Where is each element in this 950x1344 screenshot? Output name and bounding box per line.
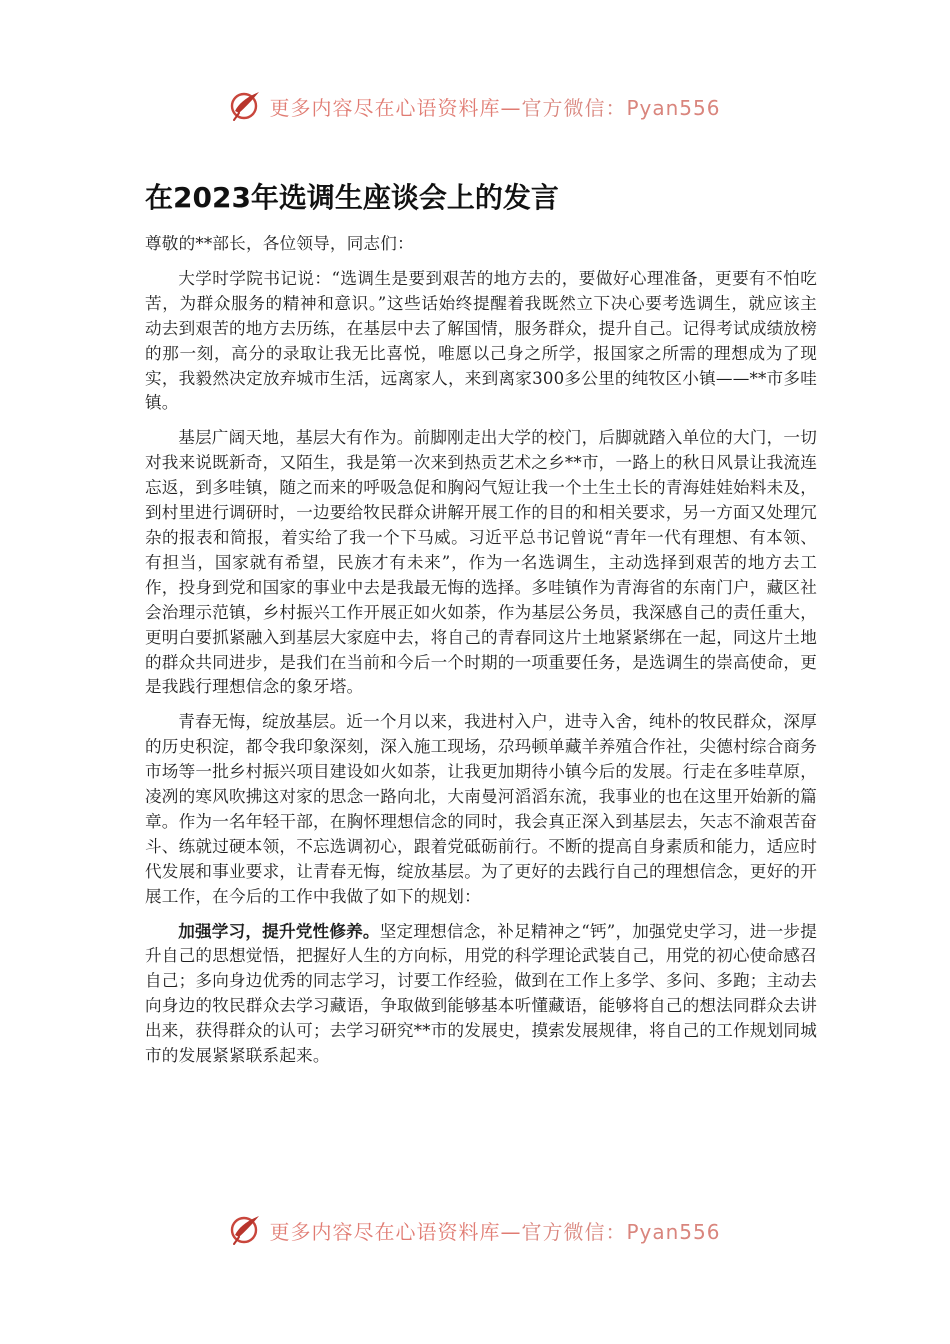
watermark-group xyxy=(229,89,720,123)
quill-logo-icon xyxy=(229,89,263,123)
paragraph-point-1 xyxy=(145,920,817,1069)
watermark-group xyxy=(229,1213,720,1247)
paragraph-2: 基层广阔天地，基层大有作为。前脚刚走出大学的校门，后脚就踏入单位的大门，一切对我来说既新奇，又陌生，我是第一次来到热贡艺术之乡**市，一路上的秋日风景让我流连忘返，到多哇镇，随之而来的呼吸急促和胸闷气短让我一个土生土长的青海娃娃始料未及，到村里进行调研时，一边要给牧民群众讲解开展工作的目的和相关要求，另一方面又处理冗杂的报表和简报，着实给了我一个下马威。习近平总书记曾说“青年一代有理想、有本领、有担当，国家就有希望，民族才有未来”，作为一名选调生，主动选择到艰苦的地方去工作，投身到党和国家的事业中去是我最无悔的选择。多哇镇作为青海省的东南门户，藏区社会治理示范镇，乡村振兴工作开展正如火如荼，作为基层公务员，我深感自己的责任重大，更明白要抓紧融入到基层大家庭中去，将自己的青春同这片土地紧紧绑在一起，同这片土地的群众共同进步，是我们在当前和今后一个时期的一项重要任务，是选调生的崇高使命，更是我践行理想信念的象牙塔。 xyxy=(145,428,817,697)
watermark-text xyxy=(269,1216,720,1245)
watermark-brand: 更多内容尽在心语资料库 xyxy=(269,95,501,120)
watermark-contact: 官方微信：Pyan556 xyxy=(521,1219,721,1244)
watermark-text xyxy=(269,92,720,121)
point-1-body: 坚定理想信念，补足精神之“钙”，加强党史学习，进一步提升自己的思想觉悟，把握好人生的方向标，用党的科学理论武装自己，用党的初心使命感召自己；多向身边优秀的同志学习，讨要工作经验，做到在工作上多学、多问、多跑；主动去向身边的牧民群众去学习藏语，争取做到能够基本听懂藏语，能够将自己的想法同群众去讲出来，获得群众的认可；去学习研究**市的发展史，摸索发展规律，将自己的工作规划同城市的发展紧紧联系起来。 xyxy=(145,921,817,1066)
point-1-lead: 加强学习，提升党性修养。 xyxy=(178,921,380,941)
document-title: 在2023年选调生座谈会上的发言 xyxy=(145,181,559,214)
paragraph-1: 大学时学院书记说：“选调生是要到艰苦的地方去的，要做好心理准备，更要有不怕吃苦，为群众服务的精神和意识。”这些话始终提醒着我既然立下决心要考选调生，就应该主动去到艰苦的地方去历练，在基层中去了解国情，服务群众，提升自己。记得考试成绩放榜的那一刻，高分的录取让我无比喜悦，唯愿以己身之所学，报国家之所需的理想成为了现实，我毅然决定放弃城市生活，远离家人，来到离家300多公里的纯牧区小镇——**市多哇镇。 xyxy=(145,268,817,413)
watermark-brand: 更多内容尽在心语资料库 xyxy=(269,1219,501,1244)
header-watermark-banner xyxy=(0,84,950,128)
paragraph-3: 青春无悔，绽放基层。近一个月以来，我进村入户，进寺入舍，纯朴的牧民群众，深厚的历史积淀，都令我印象深刻，深入施工现场，尕玛顿单藏羊养殖合作社，尖德村综合商务市场等一批乡村振兴项目建设如火如荼，让我更加期待小镇今后的发展。行走在多哇草原，凌冽的寒风吹拂这对家的思念一路向北，大南曼河滔滔东流，我事业的也在这里开始新的篇章。作为一名年轻干部，在胸怀理想信念的同时，我会真正深入到基层去，矢志不渝艰苦奋斗、练就过硬本领，不忘选调初心，跟着党砥砺前行。不断的提高自身素质和能力，适应时代发展和事业要求，让青春无悔，绽放基层。为了更好的去践行自己的理想信念，更好的开展工作，在今后的工作中我做了如下的规划： xyxy=(145,712,817,906)
quill-logo-icon xyxy=(229,1213,263,1247)
footer-watermark-banner xyxy=(0,1208,950,1252)
watermark-dash: — xyxy=(500,95,522,120)
document-body xyxy=(145,232,817,1079)
watermark-contact: 官方微信：Pyan556 xyxy=(521,95,721,120)
watermark-dash: — xyxy=(500,1219,522,1244)
salutation: 尊敬的**部长，各位领导，同志们： xyxy=(145,234,414,253)
